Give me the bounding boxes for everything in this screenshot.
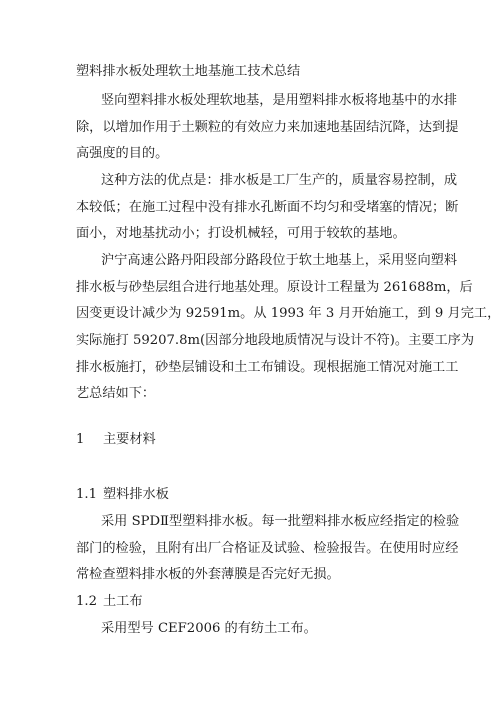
paragraph-1-line-1: 竖向塑料排水板处理软地基，是用塑料排水板将地基中的水排	[101, 93, 458, 108]
section-1-2-number: 1.2	[76, 594, 97, 609]
section-1-1-heading	[76, 487, 169, 503]
section-1-1-title: 塑料排水板	[103, 487, 169, 502]
section-1-heading	[76, 432, 156, 448]
section-1-2-title: 土工布	[103, 594, 143, 609]
paragraph-3-line-1: 沪宁高速公路丹阳段部分路段位于软土地基上，采用竖向塑料	[101, 253, 458, 268]
paragraph-1-line-3: 高强度的目的。	[76, 146, 169, 161]
paragraph-3-line-5: 排水板施打，砂垫层铺设和土工布铺设。现根据施工情况对施工工	[76, 360, 459, 375]
section-1-1-line-1: 采用 SPDⅡ型塑料排水板。每一批塑料排水板应经指定的检验	[101, 514, 460, 529]
section-1-1-line-2: 部门的检验，且附有出厂合格证及试验、检验报告。在使用时应经	[76, 541, 459, 556]
paragraph-2-line-2: 本较低；在施工过程中没有排水孔断面不均匀和受堵塞的情况；断	[76, 200, 459, 215]
paragraph-1-line-2: 除，以增加作用于土颗粒的有效应力来加速地基固结沉降，达到提	[76, 120, 459, 135]
section-1-2-line-1: 采用型号 CEF2006 的有纺土工布。	[101, 621, 317, 636]
paragraph-3-line-2: 排水板与砂垫层组合进行地基处理。原设计工程量为 261688m，后	[76, 280, 473, 295]
section-1-title: 主要材料	[103, 432, 156, 447]
paragraph-3-line-6: 艺总结如下：	[76, 386, 156, 401]
paragraph-2-line-1: 这种方法的优点是：排水板是工厂生产的，质量容易控制，成	[101, 173, 458, 188]
paragraph-2-line-3: 面小，对地基扰动小；打设机械轻，可用于较软的基地。	[76, 226, 406, 241]
paragraph-3-line-3: 因变更设计减少为 92591m。从 1993 年 3 月开始施工，到 9 月完工，	[76, 306, 500, 321]
paragraph-3-line-4: 实际施打 59207.8m(因部分地段地质情况与设计不符)。主要工序为	[76, 333, 475, 348]
section-1-1-line-3: 常检查塑料排水板的外套薄膜是否完好无损。	[76, 567, 340, 582]
section-1-1-number: 1.1	[76, 487, 97, 502]
section-1-2-heading	[76, 594, 143, 610]
document-title: 塑料排水板处理软土地基施工技术总结	[76, 64, 301, 79]
section-1-number: 1	[76, 432, 85, 447]
